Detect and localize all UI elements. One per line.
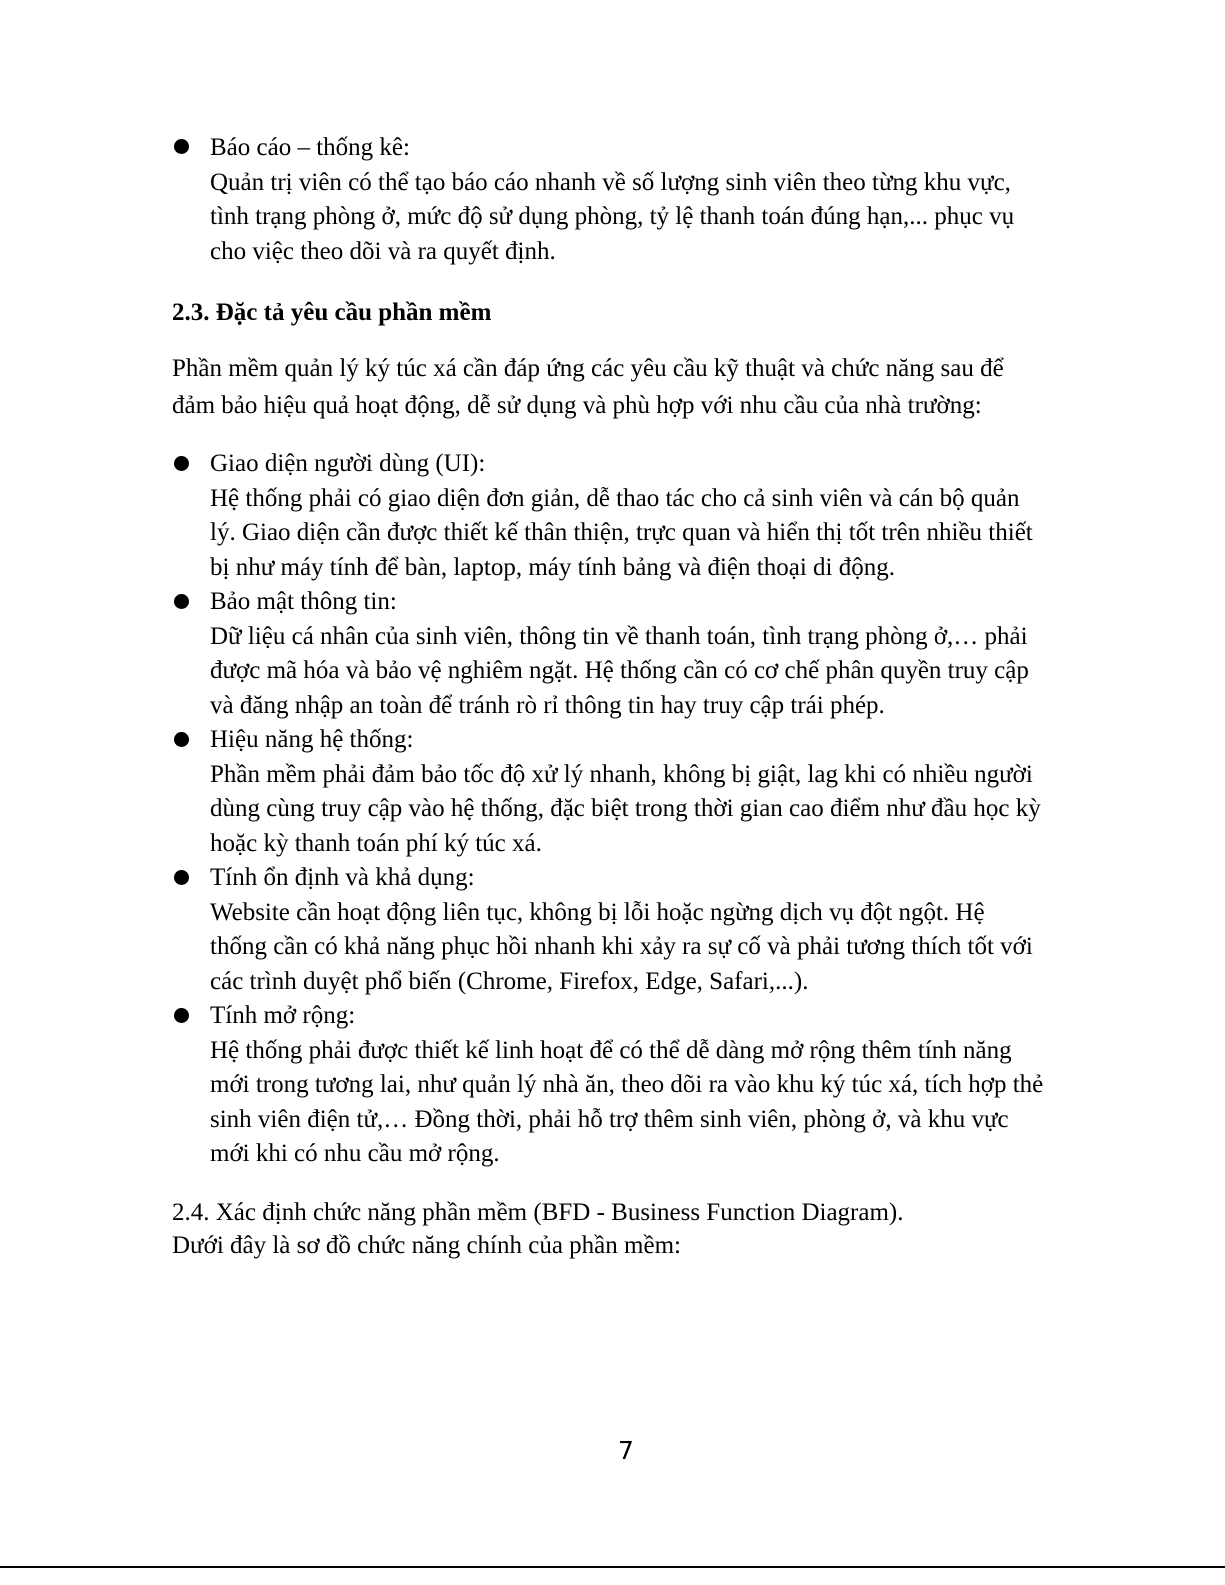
- requirement-scalability: [210, 999, 1090, 1172]
- intro-line: đảm bảo hiệu quả hoạt động, dễ sử dụng và phù hợp với nhu cầu của nhà trường:: [172, 392, 982, 419]
- requirement-text-line: mới trong tương lai, như quản lý nhà ăn, theo dõi ra vào khu ký túc xá, tích hợp thẻ: [210, 1071, 1044, 1098]
- requirement-text-line: dùng cùng truy cập vào hệ thống, đặc biệt trong thời gian cao điểm như đầu học kỳ: [210, 795, 1041, 822]
- requirement-ui: [210, 447, 1090, 585]
- bullet-dot: [174, 1008, 189, 1023]
- closing-line: 2.4. Xác định chức năng phần mềm (BFD - Business Function Diagram).: [172, 1199, 904, 1226]
- page-number: 7: [618, 1436, 634, 1465]
- bullet-title: Báo cáo – thống kê:: [210, 134, 410, 161]
- requirement-title: Hiệu năng hệ thống:: [210, 726, 414, 753]
- requirement-text-line: Dữ liệu cá nhân của sinh viên, thông tin về thanh toán, tình trạng phòng ở,… phải: [210, 622, 1028, 650]
- requirement-performance: [210, 723, 1090, 861]
- section-heading: 2.3. Đặc tả yêu cầu phần mềm: [172, 299, 492, 326]
- closing-line: Dưới đây là sơ đồ chức năng chính của phần mềm:: [172, 1232, 681, 1259]
- bullet-text-line: Quản trị viên có thể tạo báo cáo nhanh về số lượng sinh viên theo từng khu vực,: [210, 168, 1011, 196]
- requirement-text-line: lý. Giao diện cần được thiết kế thân thiện, trực quan và hiển thị tốt trên nhiều thiết: [210, 519, 1033, 546]
- requirement-text-line: Hệ thống phải được thiết kế linh hoạt để có thể dễ dàng mở rộng thêm tính năng: [210, 1036, 1012, 1064]
- bullet-dot: [174, 870, 189, 885]
- bullet-dot: [174, 456, 189, 471]
- bottom-divider: [0, 1566, 1225, 1568]
- requirement-text-line: Phần mềm phải đảm bảo tốc độ xử lý nhanh, không bị giật, lag khi có nhiều người: [210, 760, 1033, 788]
- requirement-text-line: bị như máy tính để bàn, laptop, máy tính bảng và điện thoại di động.: [210, 553, 895, 581]
- requirement-text-line: Website cần hoạt động liên tục, không bị lỗi hoặc ngừng dịch vụ đột ngột. Hệ: [210, 898, 985, 926]
- requirement-title: Giao diện người dùng (UI):: [210, 450, 486, 477]
- requirement-text-line: thống cần có khả năng phục hồi nhanh khi xảy ra sự cố và phải tương thích tốt với: [210, 933, 1033, 960]
- bullet-text-line: cho việc theo dõi và ra quyết định.: [210, 237, 556, 265]
- closing-paragraph: [172, 1196, 903, 1262]
- bullet-dot: [174, 594, 189, 609]
- intro-paragraph: [172, 350, 1004, 424]
- requirement-text-line: và đăng nhập an toàn để tránh rò rỉ thông tin hay truy cập trái phép.: [210, 691, 885, 719]
- requirement-title: Tính mở rộng:: [210, 1002, 356, 1029]
- bullet-reports: [210, 131, 1090, 269]
- requirement-text-line: Hệ thống phải có giao diện đơn giản, dễ thao tác cho cả sinh viên và cán bộ quản: [210, 484, 1020, 512]
- requirement-text-line: được mã hóa và bảo vệ nghiêm ngặt. Hệ thống cần có cơ chế phân quyền truy cập: [210, 657, 1029, 684]
- requirement-text-line: các trình duyệt phổ biến (Chrome, Firefox, Edge, Safari,...).: [210, 967, 809, 995]
- bullet-dot: [174, 139, 189, 154]
- requirement-title: Tính ổn định và khả dụng:: [210, 864, 475, 891]
- requirement-security: [210, 585, 1090, 723]
- bullet-dot: [174, 732, 189, 747]
- requirement-text-line: sinh viên điện tử,… Đồng thời, phải hỗ trợ thêm sinh viên, phòng ở, và khu vực: [210, 1105, 1009, 1133]
- requirement-text-line: hoặc kỳ thanh toán phí ký túc xá.: [210, 829, 542, 857]
- requirement-stability: [210, 861, 1090, 999]
- requirement-text-line: mới khi có nhu cầu mở rộng.: [210, 1140, 500, 1167]
- intro-line: Phần mềm quản lý ký túc xá cần đáp ứng các yêu cầu kỹ thuật và chức năng sau để: [172, 355, 1004, 382]
- bullet-text-line: tình trạng phòng ở, mức độ sử dụng phòng, tỷ lệ thanh toán đúng hạn,... phục vụ: [210, 203, 1015, 230]
- requirement-title: Bảo mật thông tin:: [210, 588, 397, 615]
